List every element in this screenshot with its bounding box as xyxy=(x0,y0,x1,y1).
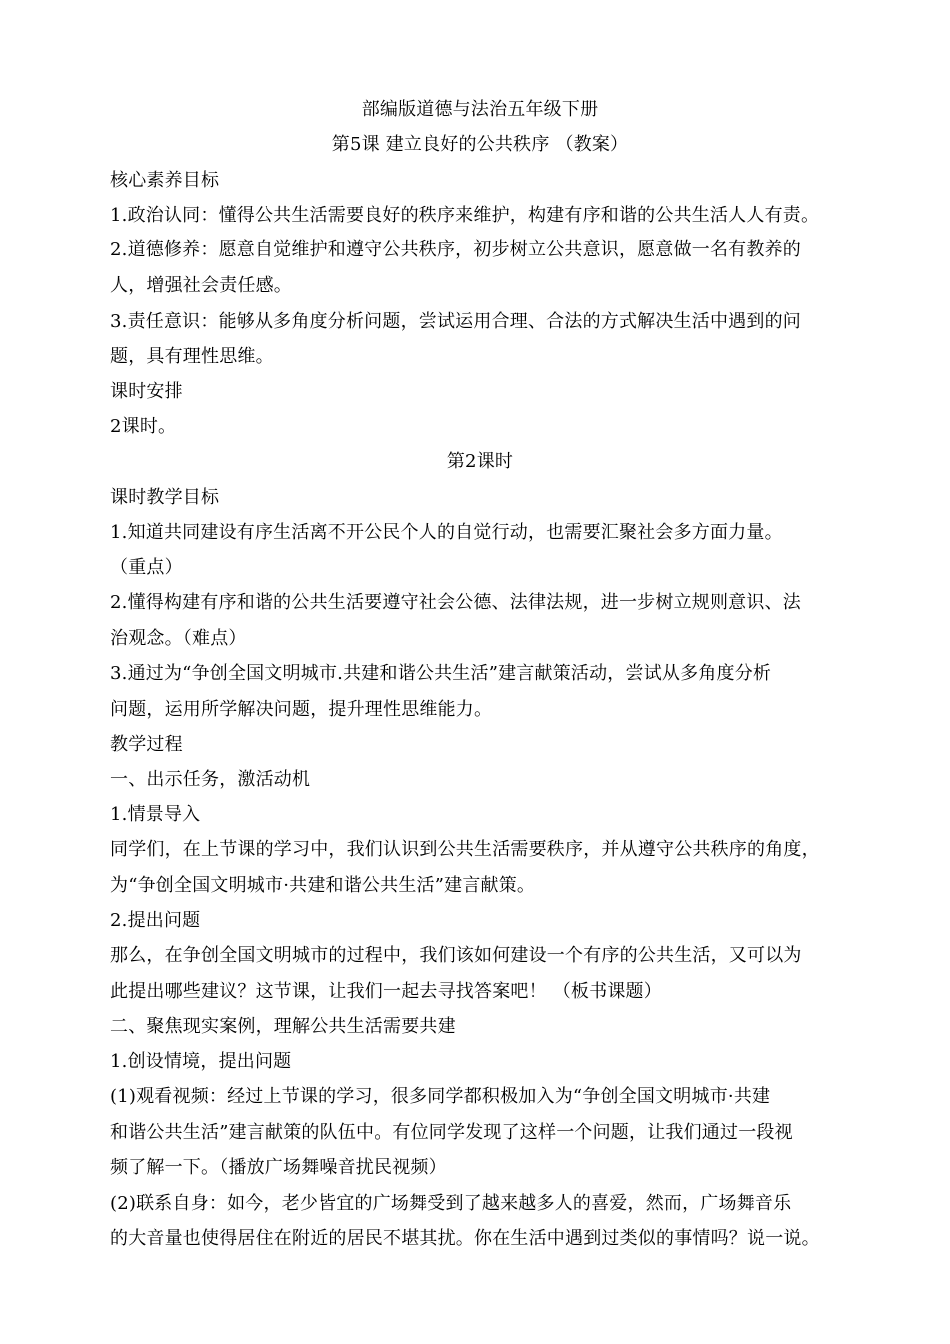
text-line: 1.政治认同：懂得公共生活需要良好的秩序来维护，构建有序和谐的公共生活人人有责。 xyxy=(110,205,820,226)
text-line: (2)联系自身：如今，老少皆宜的广场舞受到了越来越多人的喜爱，然而，广场舞音乐 xyxy=(110,1193,792,1214)
document-title: 部编版道德与法治五年级下册 xyxy=(361,99,599,120)
heading-part-two: 二、聚焦现实案例，理解公共生活需要共建 xyxy=(110,1016,456,1037)
heading-process: 教学过程 xyxy=(110,734,183,755)
text-line: （重点） xyxy=(110,557,183,578)
text-line: 人，增强社会责任感。 xyxy=(110,275,292,296)
heading-schedule: 课时安排 xyxy=(110,381,183,402)
text-line: 治观念。（难点） xyxy=(110,628,247,649)
text-line: 1.知道共同建设有序生活离不开公民个人的自觉行动，也需要汇聚社会多方面力量。 xyxy=(110,522,783,543)
text-line: 那么，在争创全国文明城市的过程中，我们该如何建设一个有序的公共生活，又可以为 xyxy=(110,945,802,966)
text-line: 3.责任意识：能够从多角度分析问题，尝试运用合理、合法的方式解决生活中遇到的问 xyxy=(110,311,801,332)
text-line: 频了解一下。（播放广场舞噪音扰民视频） xyxy=(110,1157,447,1178)
lesson-subtitle: 第5课 建立良好的公共秩序 （教案） xyxy=(331,134,629,155)
text-line: 问题，运用所学解决问题，提升理性思维能力。 xyxy=(110,699,493,720)
text-line: 为“争创全国文明城市·共建和谐公共生活”建言献策。 xyxy=(110,875,536,896)
subheading: 2.提出问题 xyxy=(110,910,201,931)
section-title: 第2课时 xyxy=(446,451,514,472)
text-line: (1)观看视频：经过上节课的学习，很多同学都积极加入为“争创全国文明城市·共建 xyxy=(110,1086,771,1107)
subheading: 1.创设情境，提出问题 xyxy=(110,1051,292,1072)
text-line: 同学们，在上节课的学习中，我们认识到公共生活需要秩序，并从遵守公共秩序的角度， xyxy=(110,839,820,860)
text-line: 2.道德修养：愿意自觉维护和遵守公共秩序，初步树立公共意识，愿意做一名有教养的 xyxy=(110,239,801,260)
heading-lesson-goals: 课时教学目标 xyxy=(110,487,220,508)
text-line: 3.通过为“争创全国文明城市.共建和谐公共生活”建言献策活动，尝试从多角度分析 xyxy=(110,663,772,684)
heading-core-goals: 核心素养目标 xyxy=(110,170,220,191)
text-line: 和谐公共生活”建言献策的队伍中。有位同学发现了这样一个问题，让我们通过一段视 xyxy=(110,1122,793,1143)
subheading: 1.情景导入 xyxy=(110,804,201,825)
text-line: 的大音量也使得居住在附近的居民不堪其扰。你在生活中遇到过类似的事情吗？说一说。 xyxy=(110,1228,820,1249)
text-line: 此提出哪些建议？这节课，让我们一起去寻找答案吧！ （板书课题） xyxy=(110,981,662,1002)
text-line: 2.懂得构建有序和谐的公共生活要遵守社会公德、法律法规，进一步树立规则意识、法 xyxy=(110,592,801,613)
text-line: 题，具有理性思维。 xyxy=(110,346,274,367)
heading-part-one: 一、出示任务，激活动机 xyxy=(110,769,311,790)
text-line: 2课时。 xyxy=(110,416,177,437)
